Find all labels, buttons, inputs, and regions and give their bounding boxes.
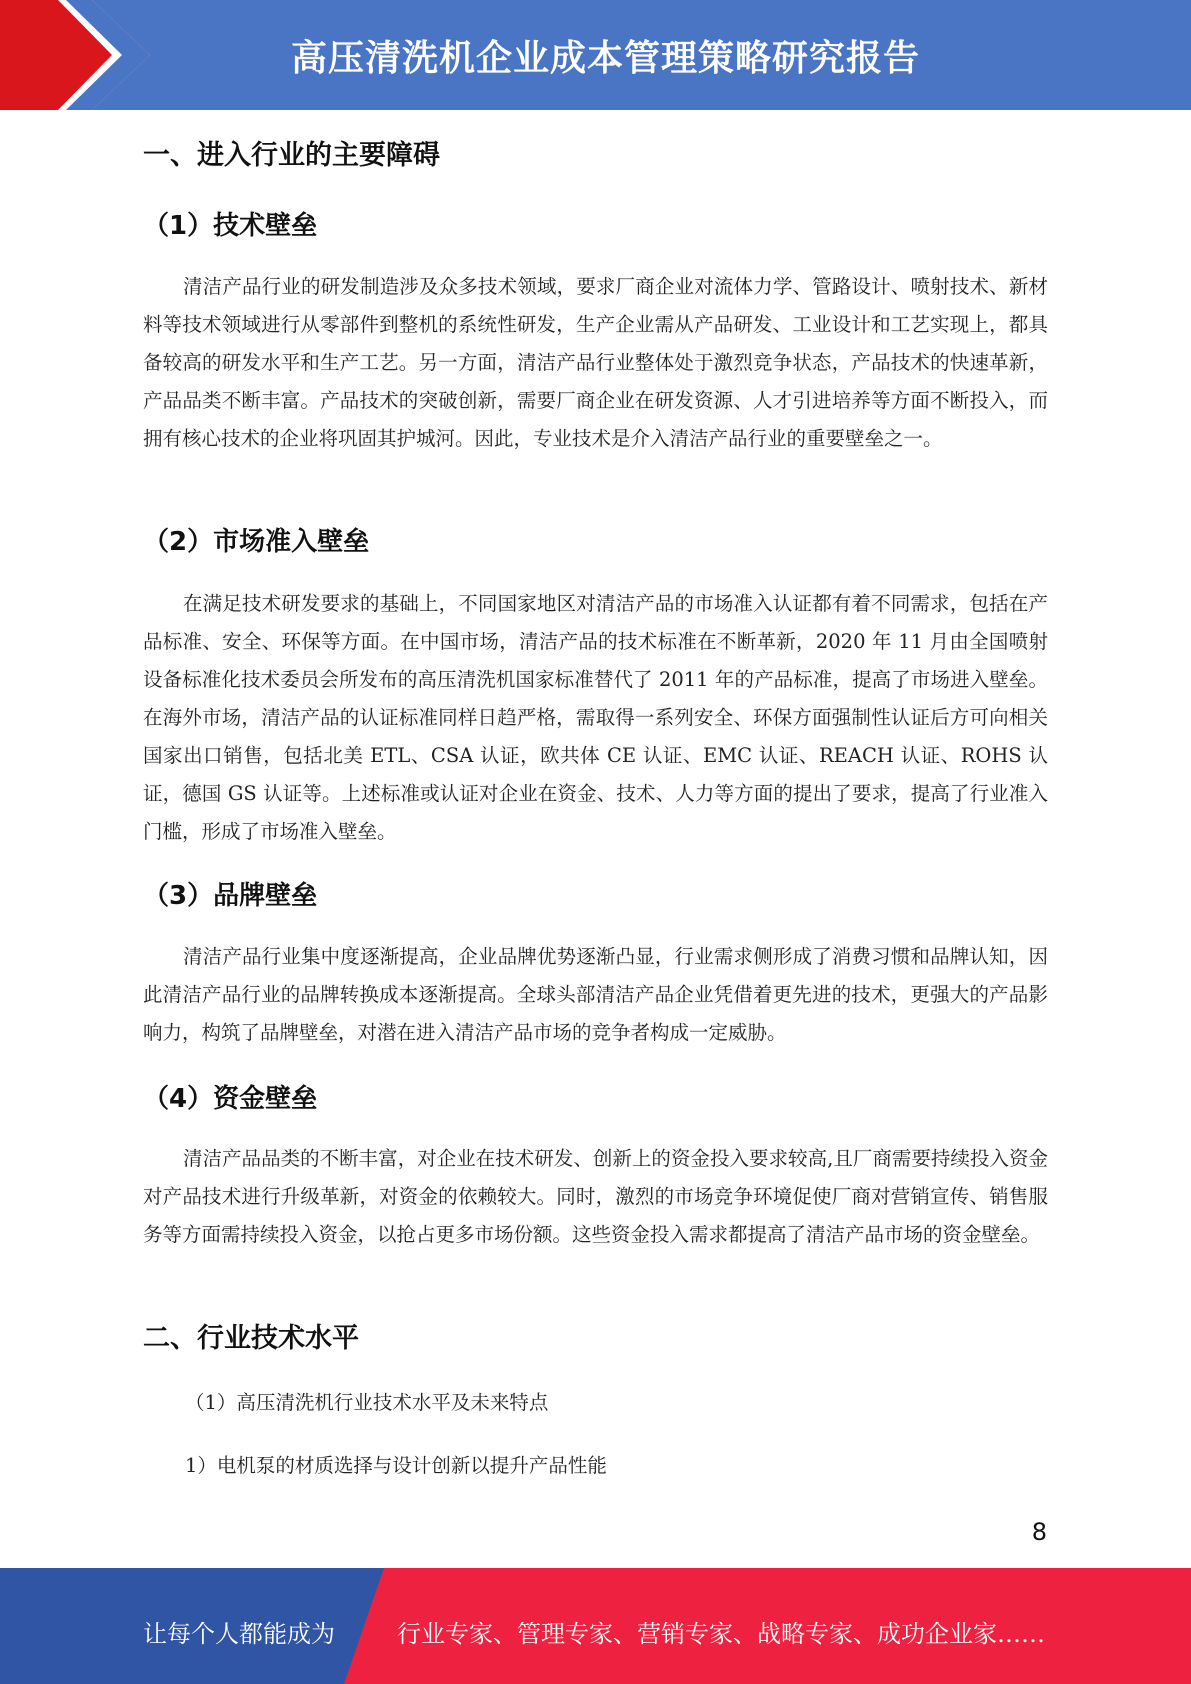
page-footer — [0, 1568, 1191, 1684]
footer-slogan-right: 行业专家、管理专家、营销专家、战略专家、成功企业家…… — [397, 1620, 1045, 1648]
list-item-motor-pump: 1）电机泵的材质选择与设计创新以提升产品性能 — [185, 1454, 607, 1477]
section-heading-barriers: 一、进入行业的主要障碍 — [143, 140, 440, 171]
list-item-tech-level: （1）高压清洗机行业技术水平及未来特点 — [185, 1391, 549, 1414]
paragraph-capital-barrier: 清洁产品品类的不断丰富，对企业在技术研发、创新上的资金投入要求较高,且厂商需要持续投入资金对产品技术进行升级革新，对资金的依赖较大。同时，激烈的市场竞争环境促使厂商对营销宣传、销售服务等方面需持续投入资金，以抢占更多市场份额。这些资金投入需求都提高了清洁产品市场的资金壁垒。 — [143, 1147, 1048, 1246]
subsection-heading-tech: （1）技术壁垒 — [143, 211, 318, 241]
paragraph-brand-barrier: 清洁产品行业集中度逐渐提高，企业品牌优势逐渐凸显，行业需求侧形成了消费习惯和品牌认知，因此清洁产品行业的品牌转换成本逐渐提高。全球头部清洁产品企业凭借着更先进的技术，更强大的产品影响力，构筑了品牌壁垒，对潜在进入清洁产品市场的竞争者构成一定威胁。 — [143, 945, 1048, 1044]
page-header — [0, 0, 1191, 110]
subsection-heading-brand: （3）品牌壁垒 — [143, 881, 318, 911]
paragraph-tech-barrier: 清洁产品行业的研发制造涉及众多技术领域，要求厂商企业对流体力学、管路设计、喷射技术、新材料等技术领域进行从零部件到整机的系统性研发，生产企业需从产品研发、工业设计和工艺实现上，都具备较高的研发水平和生产工艺。另一方面，清洁产品行业整体处于激烈竞争状态，产品技术的快速革新，产品品类不断丰富。产品技术的突破创新，需要厂商企业在研发资源、人才引进培养等方面不断投入，而拥有核心技术的企业将巩固其护城河。因此，专业技术是介入清洁产品行业的重要壁垒之一。 — [143, 275, 1048, 450]
section-heading-tech-level: 二、行业技术水平 — [143, 1323, 359, 1354]
report-title: 高压清洗机企业成本管理策略研究报告 — [290, 38, 920, 79]
page-number: 8 — [1031, 1518, 1047, 1546]
subsection-heading-market: （2）市场准入壁垒 — [143, 527, 370, 557]
subsection-heading-capital: （4）资金壁垒 — [143, 1084, 318, 1114]
paragraph-market-barrier: 在满足技术研发要求的基础上，不同国家地区对清洁产品的市场准入认证都有着不同需求，包括在产品标准、安全、环保等方面。在中国市场，清洁产品的技术标准在不断革新，2020 年 11 月由全国喷射设备标准化技术委员会所发布的高压清洗机国家标准替代了 2011 年的产品标准，提高了市场进入壁垒。在海外市场，清洁产品的认证标准同样日趋严格，需取得一系列安全、环保方面强制性认证后方可向相关国家出口销售，包括北美 ETL、CSA 认证，欧共体 CE 认证、EMC 认证、REACH 认证、ROHS 认证，德国 GS 认证等。上述标准或认证对企业在资金、技术、人力等方面的提出了要求，提高了行业准入门槛，形成了市场准入壁垒。 — [143, 592, 1048, 843]
footer-slogan-left: 让每个人都能成为 — [143, 1620, 335, 1648]
